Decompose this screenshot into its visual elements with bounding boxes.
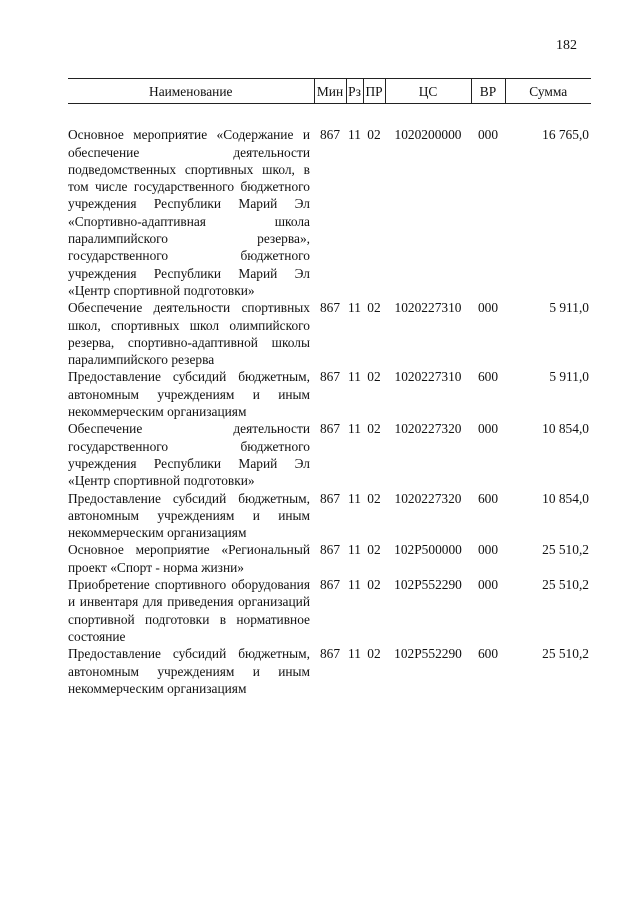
cell-rz: 11	[348, 127, 361, 143]
cell-pr: 02	[367, 421, 381, 437]
cell-pr: 02	[367, 369, 381, 385]
cell-name: Приобретение спортивного оборудования и инвентаря для приведения организаций спортивной подготовки в нормативное состояние	[68, 577, 310, 644]
cell-min: 867	[319, 542, 341, 558]
cell-rz: 11	[348, 421, 361, 437]
table-row	[68, 368, 591, 420]
header-vr: ВР	[471, 79, 505, 104]
table-row	[68, 420, 591, 489]
cell-cs: 102P552290	[394, 577, 462, 593]
cell-pr: 02	[367, 490, 381, 506]
cell-min: 867	[319, 369, 341, 385]
table-row	[68, 490, 591, 542]
cell-vr: 600	[477, 490, 499, 506]
table-row	[68, 576, 591, 645]
cell-sum: 5 911,0	[549, 369, 589, 385]
cell-sum: 25 510,2	[542, 542, 589, 558]
cell-vr: 600	[477, 646, 499, 662]
cell-pr: 02	[367, 646, 381, 662]
cell-name: Обеспечение деятельности государственного бюджетного учреждения Республики Марий Эл «Центр спортивной подготовки»	[68, 421, 310, 489]
cell-pr: 02	[367, 300, 381, 316]
cell-name: Предоставление субсидий бюджетным, автономным учреждениям и иным некоммерческим организациям	[68, 369, 310, 420]
cell-rz: 11	[348, 542, 361, 558]
cell-pr: 02	[367, 577, 381, 593]
cell-min: 867	[319, 646, 341, 662]
header-min: Мин	[314, 79, 346, 104]
cell-min: 867	[319, 127, 341, 143]
cell-sum: 25 510,2	[542, 646, 589, 662]
cell-name: Основное мероприятие «Содержание и обеспечение деятельности подведомственных спортивных школ, в том числе государственного бюджетного учреждения Республики Марий Эл «Спортивно-адаптивная школа паралимпийского резерва», государственного бюджетного учреждения Республики Марий Эл «Центр спортивной подготовки»	[68, 127, 310, 298]
header-sum: Сумма	[505, 79, 591, 104]
cell-cs: 1020227310	[394, 369, 462, 385]
table-header-row	[68, 79, 591, 104]
cell-sum: 25 510,2	[542, 577, 589, 593]
cell-rz: 11	[348, 300, 361, 316]
cell-min: 867	[319, 490, 341, 506]
table-row	[68, 541, 591, 576]
cell-pr: 02	[367, 127, 381, 143]
cell-rz: 11	[348, 369, 361, 385]
cell-sum: 5 911,0	[549, 300, 589, 316]
cell-name: Предоставление субсидий бюджетным, автономным учреждениям и иным некоммерческим организациям	[68, 646, 310, 696]
header-rz: Рз	[346, 79, 363, 104]
cell-name: Основное мероприятие «Региональный проект «Спорт - норма жизни»	[68, 542, 310, 575]
cell-cs: 1020227320	[394, 490, 462, 506]
table-row	[68, 299, 591, 368]
cell-vr: 000	[477, 577, 499, 593]
header-pr: ПР	[363, 79, 385, 104]
cell-rz: 11	[348, 646, 361, 662]
page-number: 182	[556, 38, 577, 53]
cell-sum: 16 765,0	[542, 127, 589, 143]
cell-rz: 11	[348, 577, 361, 593]
cell-cs: 1020227320	[394, 421, 462, 437]
cell-vr: 000	[477, 542, 499, 558]
cell-vr: 000	[477, 127, 499, 143]
header-cs: ЦС	[385, 79, 471, 104]
cell-cs: 1020200000	[394, 127, 462, 143]
cell-sum: 10 854,0	[542, 490, 589, 506]
cell-min: 867	[319, 577, 341, 593]
table-row	[68, 645, 591, 697]
budget-table	[68, 78, 591, 697]
cell-vr: 000	[477, 421, 499, 437]
cell-name: Обеспечение деятельности спортивных школ, спортивных школ олимпийского резерва, спортивно-адаптивной школы паралимпийского резерва	[68, 300, 310, 368]
header-name: Наименование	[68, 79, 314, 104]
cell-name: Предоставление субсидий бюджетным, автономным учреждениям и иным некоммерческим организациям	[68, 490, 310, 541]
cell-min: 867	[319, 300, 341, 316]
table-body	[68, 104, 591, 697]
cell-min: 867	[319, 421, 341, 437]
cell-rz: 11	[348, 490, 361, 506]
cell-cs: 102P552290	[394, 646, 462, 662]
cell-vr: 000	[477, 300, 499, 316]
cell-cs: 1020227310	[394, 300, 462, 316]
cell-sum: 10 854,0	[542, 421, 589, 437]
cell-vr: 600	[477, 369, 499, 385]
cell-pr: 02	[367, 542, 381, 558]
cell-cs: 102P500000	[394, 542, 462, 558]
table-spacer	[68, 104, 591, 127]
table-row	[68, 126, 591, 299]
